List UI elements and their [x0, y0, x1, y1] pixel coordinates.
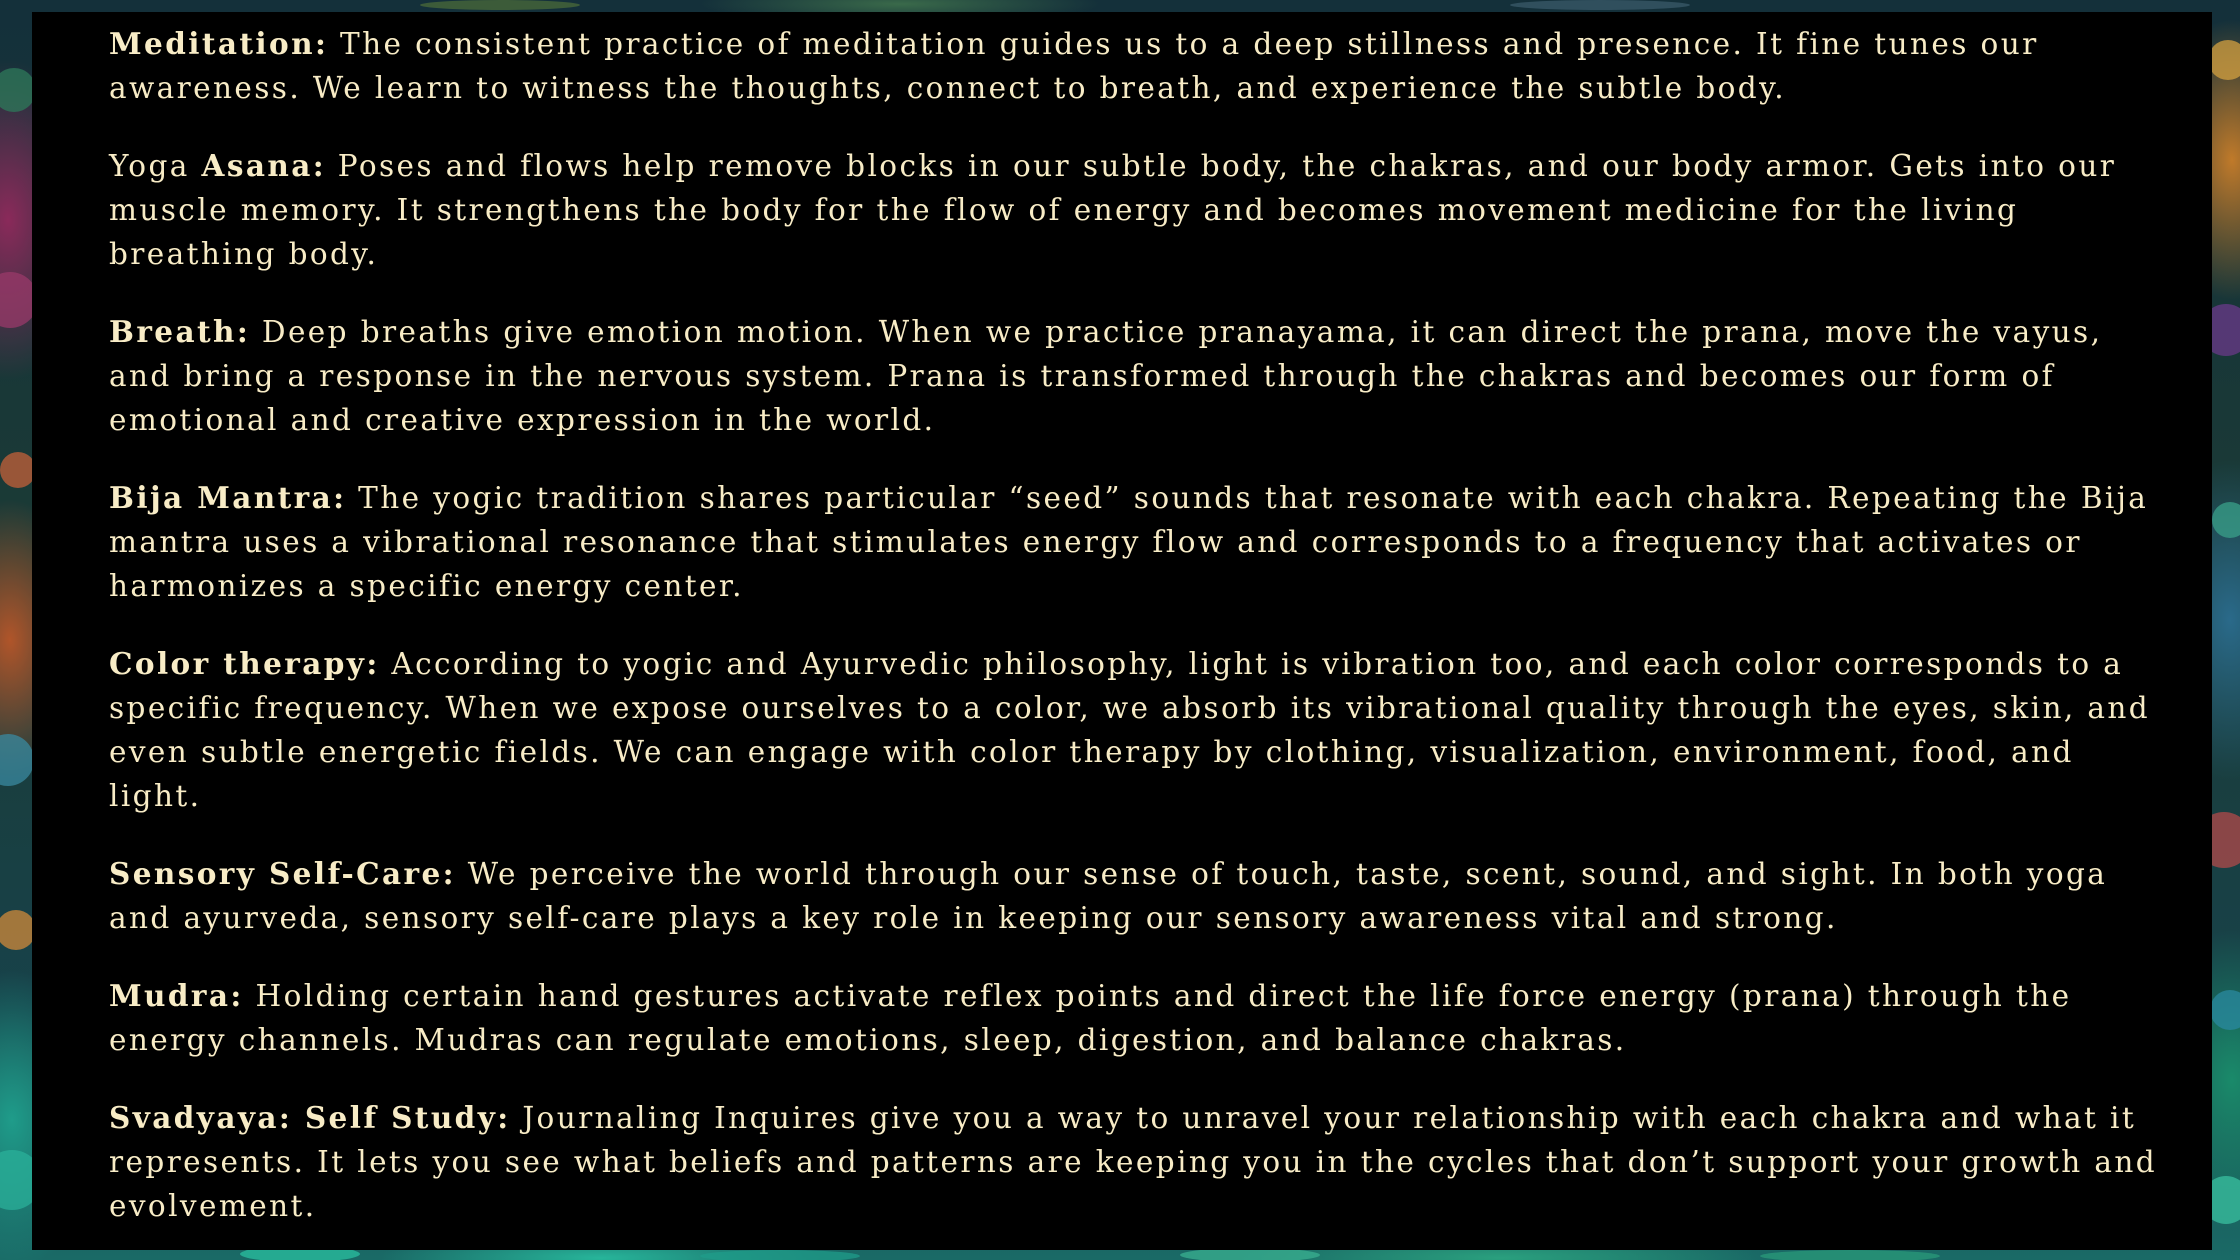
practice-term: Bija Mantra:	[109, 480, 347, 515]
practice-term: Meditation:	[109, 26, 329, 61]
practice-description: Poses and flows help remove blocks in our subtle body, the chakras, and our body armor. Gets into our muscle memory. It strengthens the body for the flow of energy and becomes movement medicine for the living breathing body.	[109, 149, 2117, 271]
practice-term: Mudra:	[109, 978, 244, 1013]
practice-list	[109, 22, 2169, 1228]
practice-item-bija-mantra	[109, 476, 2169, 608]
practice-description: Holding certain hand gestures activate reflex points and direct the life force energy (prana) through the energy channels. Mudras can regulate emotions, sleep, digestion, and balance chakras.	[109, 979, 2072, 1057]
practice-term: Breath:	[109, 314, 251, 349]
practice-item-svadyaya	[109, 1096, 2169, 1228]
practice-description: The consistent practice of meditation guides us to a deep stillness and presence. It fine tunes our awareness. We learn to witness the thoughts, connect to breath, and experience the subtle body.	[109, 27, 2039, 105]
practice-item-sensory-self-care	[109, 852, 2169, 940]
practice-description: Deep breaths give emotion motion. When we practice pranayama, it can direct the prana, move the vayus, and bring a response in the nervous system. Prana is transformed through the chakras and becomes our form of emotional and creative expression in the world.	[109, 315, 2103, 437]
practice-term: Svadyaya: Self Study:	[109, 1100, 511, 1135]
practice-term: Sensory Self-Care:	[109, 856, 456, 891]
practice-prefix: Yoga	[109, 149, 202, 183]
practice-item-yoga-asana	[109, 144, 2169, 276]
practice-item-breath	[109, 310, 2169, 442]
practice-term: Asana:	[201, 148, 326, 183]
practice-description: We perceive the world through our sense of touch, taste, scent, sound, and sight. In both yoga and ayurveda, sensory self-care plays a key role in keeping our sensory awareness vital and strong.	[109, 857, 2108, 935]
practice-item-meditation	[109, 22, 2169, 110]
practice-description: According to yogic and Ayurvedic philosophy, light is vibration too, and each color corresponds to a specific frequency. When we expose ourselves to a color, we absorb its vibrational quality through the eyes, skin, and even subtle energetic fields. We can engage with color therapy by clothing, visualization, environment, food, and light.	[109, 647, 2151, 813]
practice-item-color-therapy	[109, 642, 2169, 818]
practice-description: The yogic tradition shares particular “seed” sounds that resonate with each chakra. Repeating the Bija mantra uses a vibrational resonance that stimulates energy flow and corresponds to a frequency that activates or harmonizes a specific energy center.	[109, 481, 2149, 603]
practice-item-mudra	[109, 974, 2169, 1062]
practice-description: Journaling Inquires give you a way to unravel your relationship with each chakra and what it represents. It lets you see what beliefs and patterns are keeping you in the cycles that don’t support your growth and evolvement.	[109, 1101, 2158, 1223]
practice-term: Color therapy:	[109, 646, 380, 681]
